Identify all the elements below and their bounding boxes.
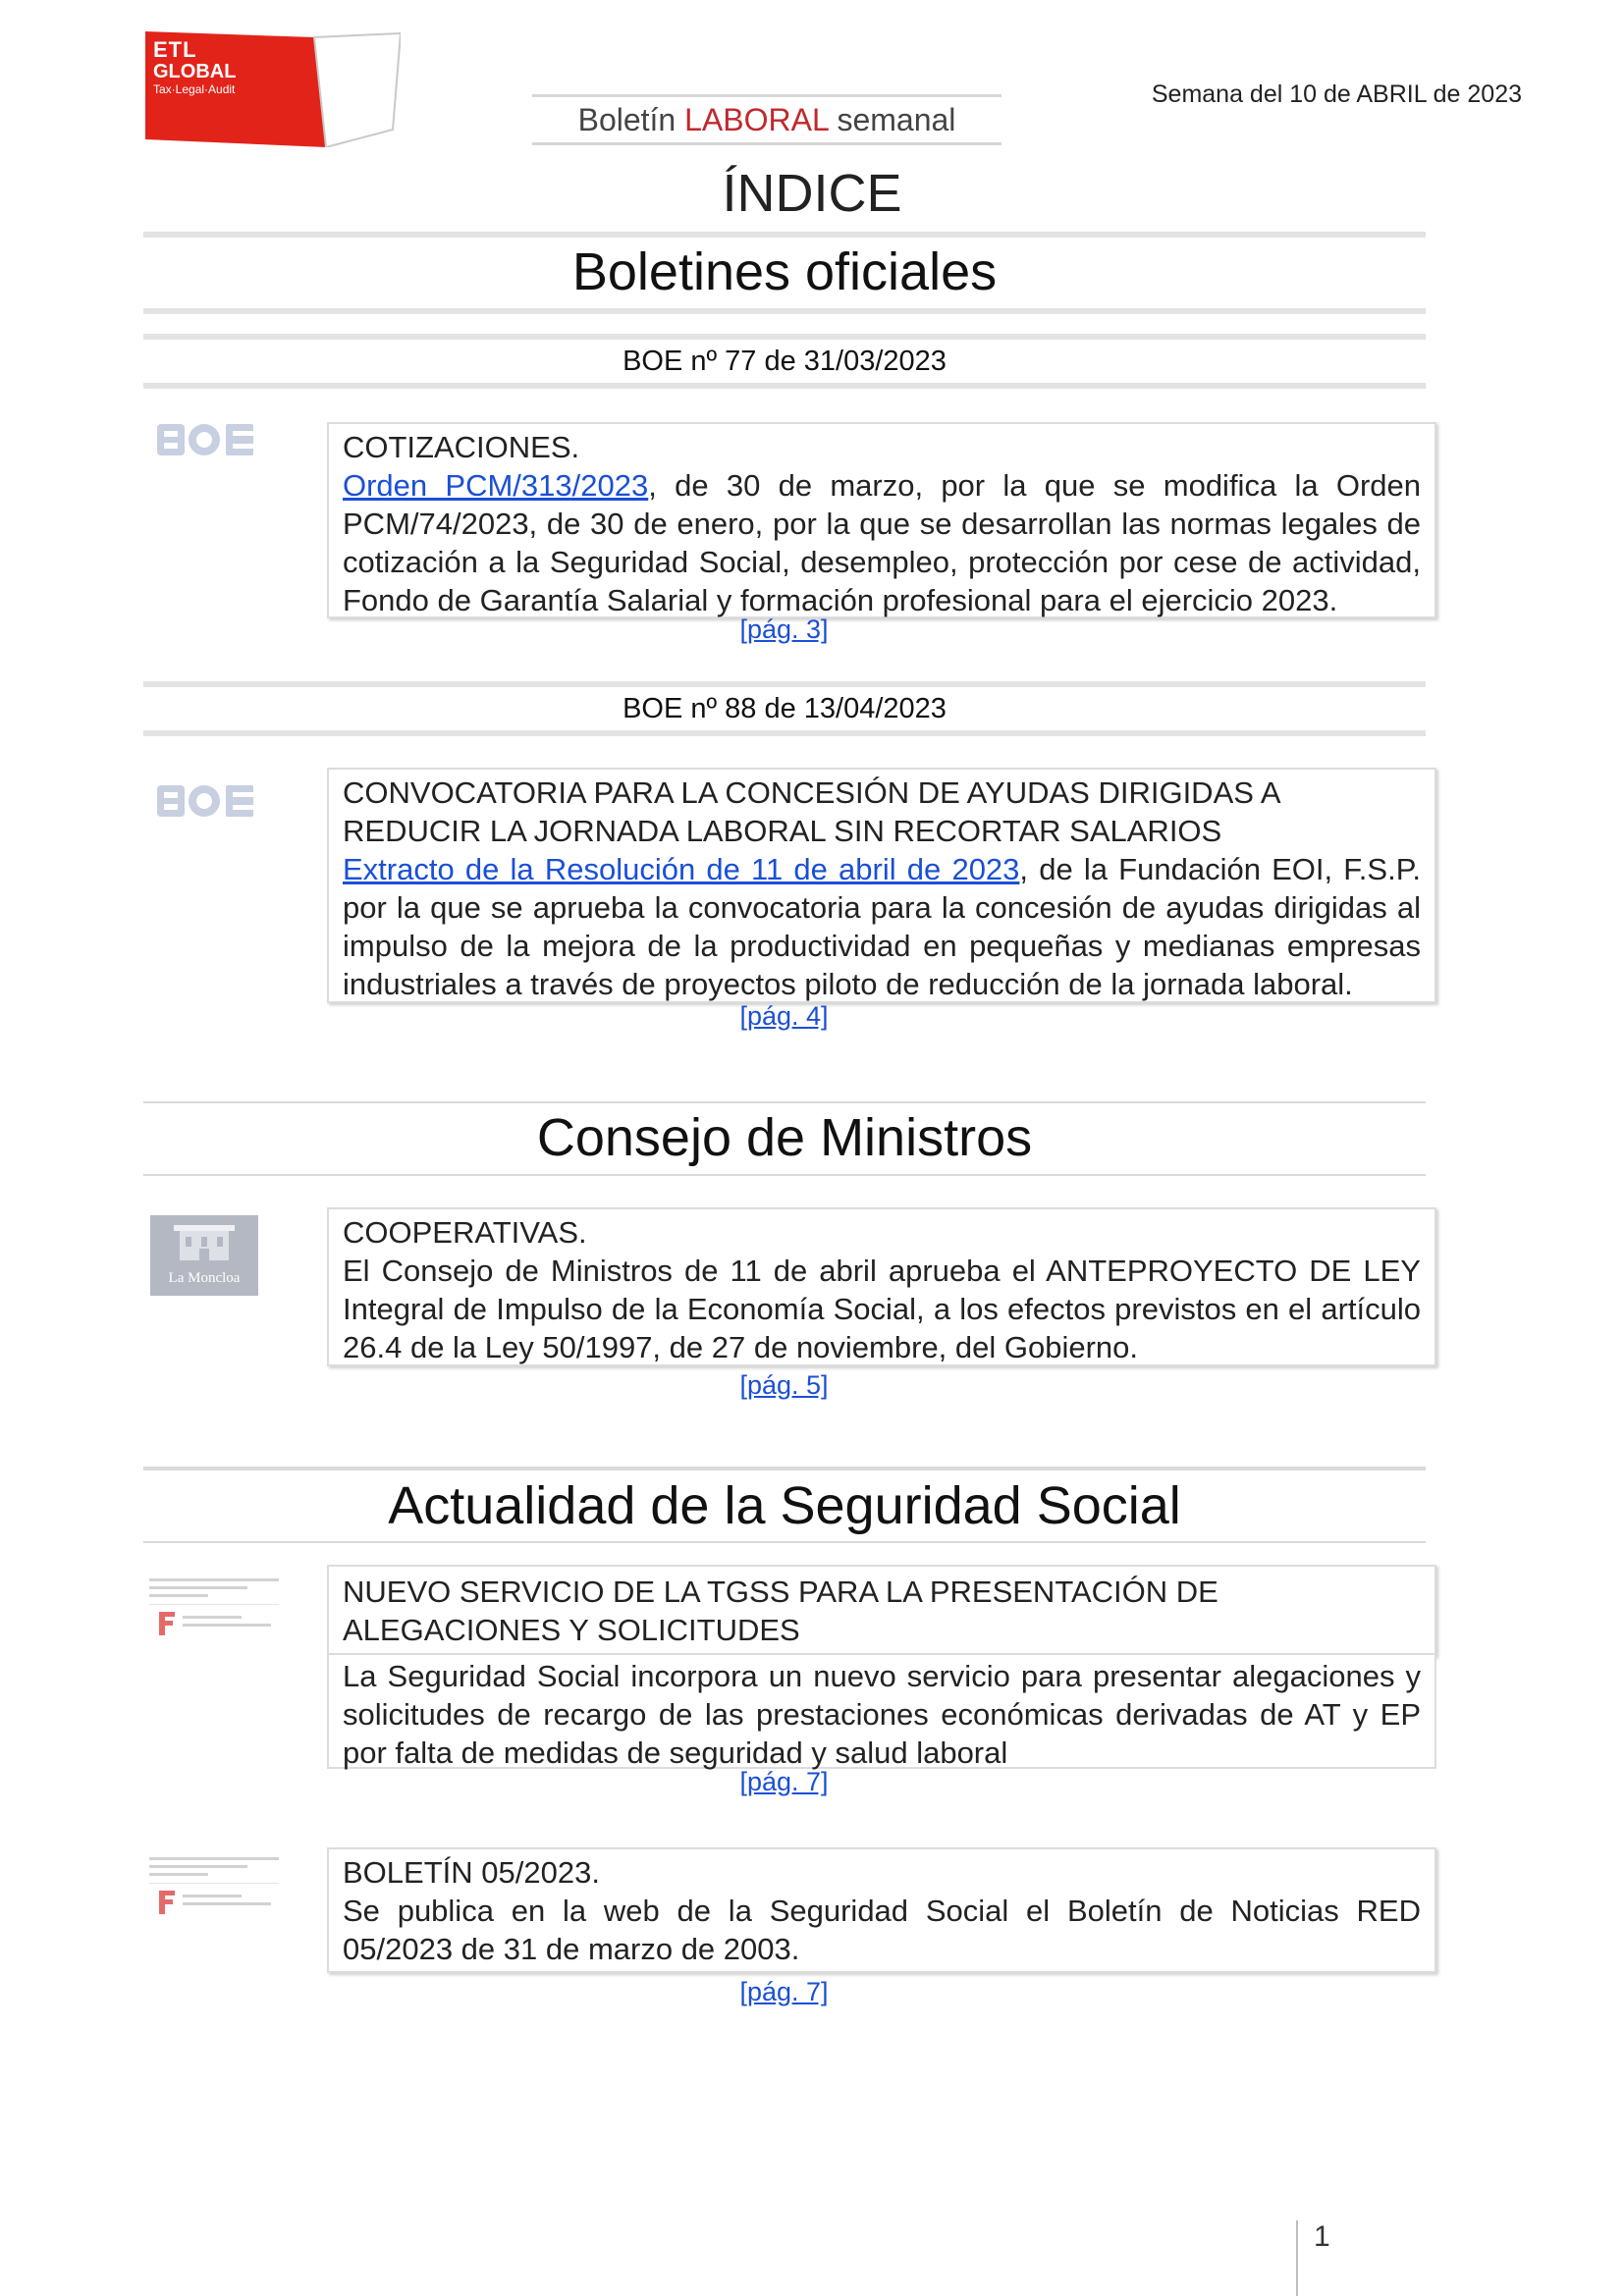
section-boe-88: BOE nº 88 de 13/04/2023 xyxy=(143,681,1426,736)
entry-body: El Consejo de Ministros de 11 de abril aprueba el ANTEPROYECTO DE LEY Integral de Impulso de la Economía Social, a los efectos previstos en el artículo 26.4 de la Ley 50/1997, de 27 de noviembre, del Gobierno. xyxy=(343,1254,1421,1364)
boe-logo-icon xyxy=(155,420,255,464)
bulletin-prefix: Boletín xyxy=(577,102,685,137)
entry-boletin-05-2023 xyxy=(327,1847,1436,1973)
week-date: Semana del 10 de ABRIL de 2023 xyxy=(1151,80,1522,108)
index-title: ÍNDICE xyxy=(722,164,902,223)
bulletin-accent: LABORAL xyxy=(684,102,829,137)
entry-title: COTIZACIONES. xyxy=(343,430,580,464)
bulletin-title xyxy=(532,94,1001,145)
entry-nuevo-servicio-body xyxy=(327,1653,1436,1769)
logo-etl-text: ETL xyxy=(153,37,197,62)
logo-global-text: GLOBAL xyxy=(153,61,237,82)
page-link[interactable]: [pág. 7] xyxy=(739,1767,829,1796)
entry-body: La Seguridad Social incorpora un nuevo servicio para presentar alegaciones y solicitudes de recargo de las prestaciones económicas derivadas de AT y EP por falta de medidas de seguridad y salud laboral xyxy=(343,1659,1421,1770)
entry-body-text: , de 30 de marzo, por la que se modifica la Orden PCM/74/2023, de 30 de enero, por la que se desarrollan las normas legales de cotización a la Seguridad Social, desempleo, protección por cese de actividad, Fondo de Garantía Salarial y formación profesional para el ejercicio 2023. xyxy=(343,468,1421,617)
section-consejo-ministros: Consejo de Ministros xyxy=(143,1101,1426,1176)
entry-title: BOLETÍN 05/2023. xyxy=(343,1855,600,1890)
etl-global-logo xyxy=(145,31,401,147)
entry-title: CONVOCATORIA PARA LA CONCESIÓN DE AYUDAS DIRIGIDAS A REDUCIR LA JORNADA LABORAL SIN RECORTAR SALARIOS xyxy=(343,775,1279,848)
page-number: 1 xyxy=(1296,2220,1330,2296)
page-link[interactable]: [pág. 4] xyxy=(739,1001,829,1031)
section-boe-77: BOE nº 77 de 31/03/2023 xyxy=(143,334,1426,389)
seguridad-social-logo-icon xyxy=(149,1576,279,1652)
entry-body-text: , de la Fundación EOI, F.S.P. por la que se aprueba la convocatoria para la concesión de ayudas dirigidas al impulso de la mejora de la productividad en pequeñas y medianas empresas industriales a través de proyectos piloto de reducción de la jornada laboral. xyxy=(343,852,1421,1001)
entry-body: Se publica en la web de la Seguridad Social el Boletín de Noticias RED 05/2023 de 31 de marzo de 2003. xyxy=(343,1894,1421,1966)
entry-cooperativas xyxy=(327,1207,1436,1366)
boe-logo-icon xyxy=(155,781,255,826)
entry-nuevo-servicio-tgss xyxy=(327,1565,1436,1657)
la-moncloa-icon xyxy=(150,1215,258,1296)
page-link[interactable]: [pág. 5] xyxy=(739,1370,829,1400)
entry-body xyxy=(343,850,1421,1003)
page-link[interactable]: [pág. 7] xyxy=(739,1977,829,2006)
page-link[interactable]: [pág. 3] xyxy=(739,614,829,644)
entry-title: NUEVO SERVICIO DE LA TGSS PARA LA PRESENTACIÓN DE ALEGACIONES Y SOLICITUDES xyxy=(343,1575,1218,1647)
extracto-resolucion-link[interactable]: Extracto de la Resolución de 11 de abril de 2023 xyxy=(343,852,1020,886)
entry-cotizaciones xyxy=(327,422,1436,618)
section-seguridad-social: Actualidad de la Seguridad Social xyxy=(143,1467,1426,1543)
bulletin-suffix: semanal xyxy=(828,102,956,137)
la-moncloa-label: La Moncloa xyxy=(168,1270,241,1286)
seguridad-social-logo-icon xyxy=(149,1855,279,1931)
logo-tagline: Tax·Legal·Audit xyxy=(153,82,236,96)
orden-pcm-link[interactable]: Orden PCM/313/2023 xyxy=(343,468,649,503)
entry-title: COOPERATIVAS. xyxy=(343,1215,587,1250)
entry-convocatoria-ayudas xyxy=(327,768,1436,1003)
section-boletines-oficiales: Boletines oficiales xyxy=(143,232,1426,314)
entry-body xyxy=(343,466,1421,619)
